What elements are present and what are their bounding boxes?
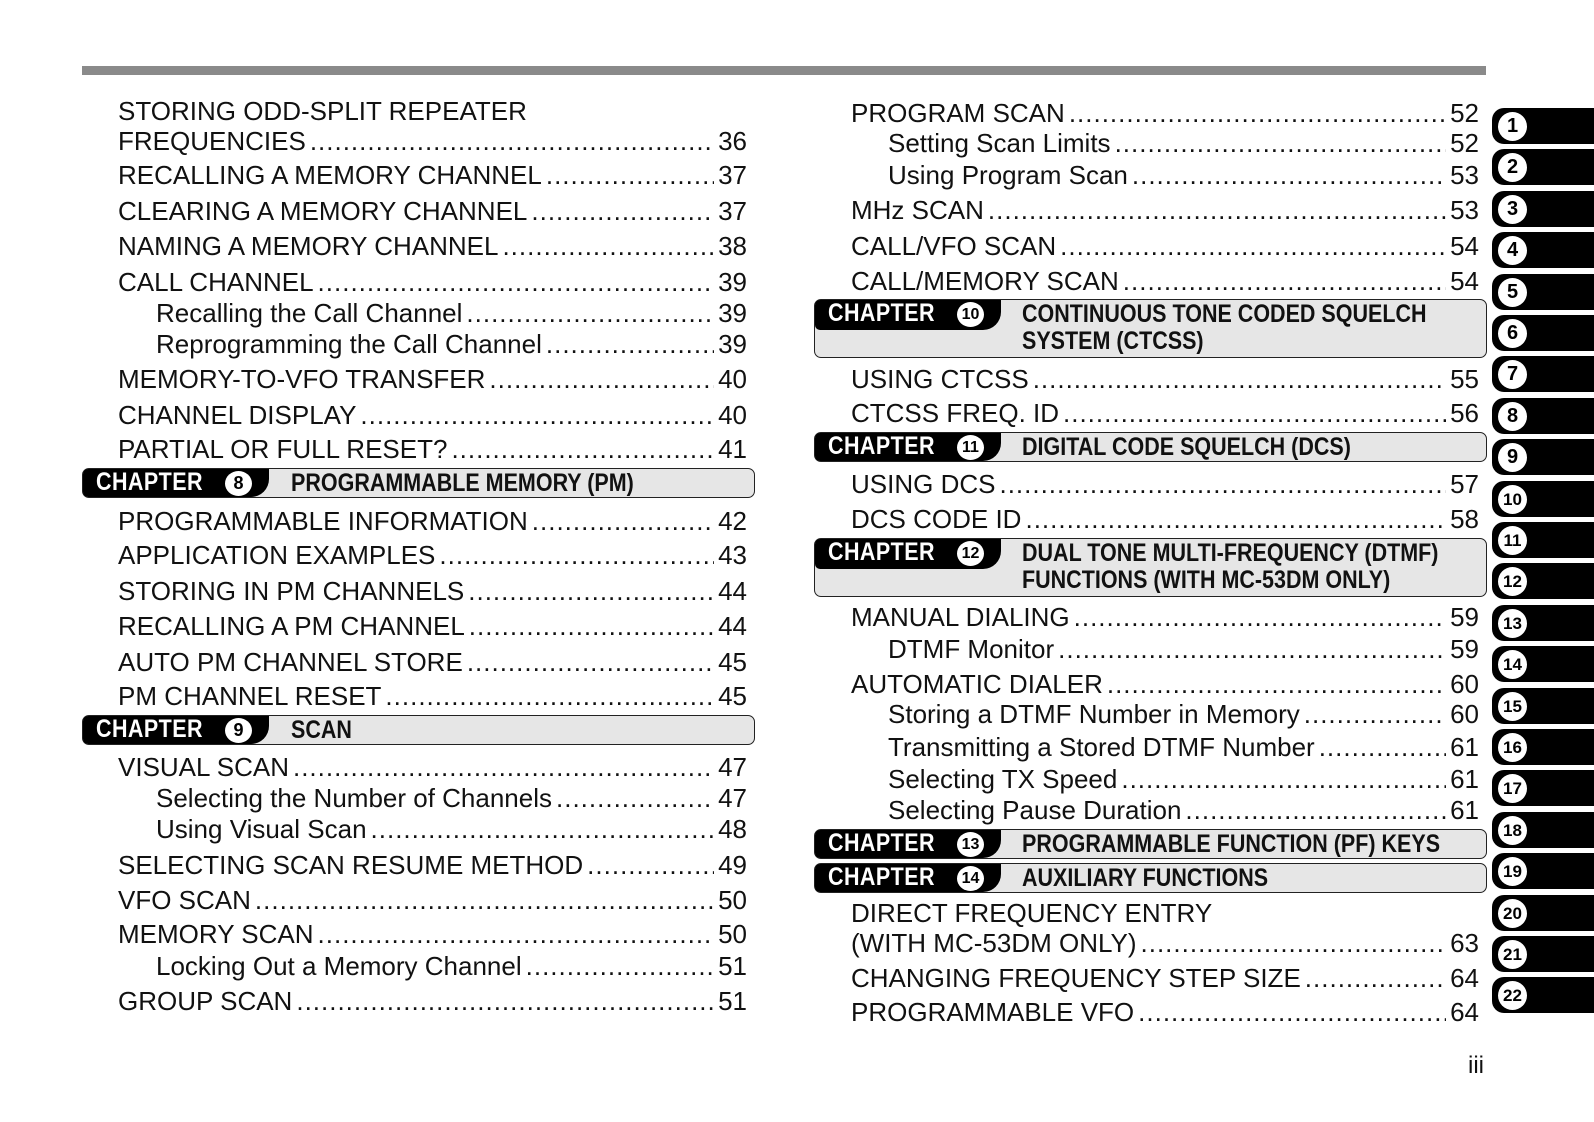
toc-subentry[interactable]: Selecting the Number of Channels ..... 47 — [156, 781, 747, 813]
page-number: 55 — [1450, 364, 1479, 394]
toc-subentry[interactable]: Transmitting a Stored DTMF Number ..... 61 — [888, 730, 1479, 762]
page-number: 45 — [718, 681, 747, 711]
toc-entry[interactable]: PM CHANNEL RESET ..... 45 — [118, 679, 747, 711]
page-number: 37 — [718, 160, 747, 190]
page-number: 57 — [1450, 469, 1479, 499]
chapter-tab-number: 13 — [1498, 609, 1527, 638]
chapter-tab-7[interactable] — [1492, 356, 1594, 392]
chapter-tab-number: 19 — [1498, 857, 1527, 886]
toc-entry[interactable]: RECALLING A PM CHANNEL ..... 44 — [118, 609, 747, 641]
toc-entry[interactable]: CALL/MEMORY SCAN ..... 54 — [851, 264, 1479, 296]
toc-entry[interactable]: NAMING A MEMORY CHANNEL ..... 38 — [118, 229, 747, 261]
chapter-tab-16[interactable] — [1492, 729, 1594, 765]
chapter-title-line2: FUNCTIONS (WITH MC-53DM ONLY) — [1022, 566, 1391, 594]
chapter-tab-4[interactable] — [1492, 232, 1594, 268]
chapter-number-badge: 8 — [225, 471, 252, 496]
chapter-tab-8[interactable] — [1492, 398, 1594, 434]
chapter-heading-14[interactable]: CHAPTER 14 AUXILIARY FUNCTIONS — [814, 863, 1487, 893]
toc-entry[interactable]: APPLICATION EXAMPLES ..... 43 — [118, 538, 747, 570]
chapter-number-badge: 9 — [225, 718, 252, 743]
toc-entry[interactable]: CALL CHANNEL ..... 39 — [118, 265, 747, 297]
page-number: 50 — [718, 885, 747, 915]
chapter-number-badge: 11 — [957, 435, 984, 460]
page-number: 64 — [1450, 963, 1479, 993]
chapter-title: AUXILIARY FUNCTIONS — [1022, 864, 1269, 892]
page-number: 60 — [1450, 699, 1479, 729]
chapter-tab-number: 9 — [1498, 443, 1527, 472]
chapter-tab-10[interactable] — [1492, 481, 1594, 517]
page-number: 43 — [718, 540, 747, 570]
chapter-tab-number: 6 — [1498, 319, 1527, 348]
toc-entry[interactable]: PARTIAL OR FULL RESET? ..... 41 — [118, 432, 747, 464]
toc-entry[interactable]: CLEARING A MEMORY CHANNEL ..... 37 — [118, 194, 747, 226]
chapter-tab-5[interactable] — [1492, 274, 1594, 310]
chapter-number-badge: 14 — [957, 866, 984, 891]
toc-entry[interactable]: VISUAL SCAN ..... 47 — [118, 750, 747, 782]
page-number: 38 — [718, 231, 747, 261]
chapter-tab-number: 3 — [1498, 195, 1527, 224]
chapter-tab-13[interactable] — [1492, 605, 1594, 641]
page-number: 41 — [718, 434, 747, 464]
toc-entry[interactable]: CHANGING FREQUENCY STEP SIZE ..... 64 — [851, 961, 1479, 993]
toc-subentry[interactable]: DTMF Monitor ..... 59 — [888, 632, 1479, 664]
chapter-tab-number: 16 — [1498, 733, 1527, 762]
toc-subentry[interactable]: Selecting Pause Duration ..... 61 — [888, 793, 1479, 825]
page-number: 61 — [1450, 795, 1479, 825]
chapter-tab-number: 5 — [1498, 278, 1527, 307]
toc-entry[interactable]: CTCSS FREQ. ID ..... 56 — [851, 396, 1479, 428]
page-number: 56 — [1450, 398, 1479, 428]
chapter-title-line2: SYSTEM (CTCSS) — [1022, 327, 1204, 355]
chapter-heading-13[interactable]: CHAPTER 13 PROGRAMMABLE FUNCTION (PF) KEYS — [814, 829, 1487, 859]
page-number: 59 — [1450, 602, 1479, 632]
toc-subentry[interactable]: Storing a DTMF Number in Memory ..... 60 — [888, 697, 1479, 729]
page-number: 37 — [718, 196, 747, 226]
chapter-tab-18[interactable] — [1492, 812, 1594, 848]
chapter-tab-1[interactable] — [1492, 108, 1594, 144]
toc-entry[interactable]: MEMORY-TO-VFO TRANSFER ..... 40 — [118, 362, 747, 394]
page-number: 44 — [718, 611, 747, 641]
toc-entry[interactable]: PROGRAMMABLE INFORMATION ..... 42 — [118, 504, 747, 536]
page-number: 54 — [1450, 266, 1479, 296]
page-number: 39 — [718, 298, 747, 328]
chapter-tab-number: 18 — [1498, 816, 1527, 845]
chapter-tab-number: 7 — [1498, 360, 1527, 389]
chapter-number-badge: 10 — [957, 302, 984, 327]
page-number: 53 — [1450, 160, 1479, 190]
toc-entry[interactable]: PROGRAM SCAN ..... 52 — [851, 96, 1479, 128]
chapter-tab-12[interactable] — [1492, 563, 1594, 599]
chapter-tab-number: 15 — [1498, 692, 1527, 721]
page-number: 47 — [718, 783, 747, 813]
chapter-tab-22[interactable] — [1492, 977, 1594, 1013]
toc-entry[interactable]: VFO SCAN ..... 50 — [118, 883, 747, 915]
chapter-heading-10[interactable]: CHAPTER 10 CONTINUOUS TONE CODED SQUELCH SYSTEM (CTCSS) — [814, 299, 1487, 358]
toc-entry[interactable]: GROUP SCAN ..... 51 — [118, 984, 747, 1016]
toc-entry[interactable]: CHANNEL DISPLAY ..... 40 — [118, 398, 747, 430]
chapter-title: DIGITAL CODE SQUELCH (DCS) — [1022, 433, 1351, 461]
chapter-tab-number: 20 — [1498, 899, 1527, 928]
toc-subentry[interactable]: Locking Out a Memory Channel ..... 51 — [156, 949, 747, 981]
chapter-tab-number: 22 — [1498, 981, 1527, 1010]
toc-entry[interactable]: DCS CODE ID ..... 58 — [851, 502, 1479, 534]
chapter-tab-15[interactable] — [1492, 688, 1594, 724]
chapter-heading-11[interactable]: CHAPTER 11 DIGITAL CODE SQUELCH (DCS) — [814, 432, 1487, 462]
toc-entry[interactable]: DIRECT FREQUENCY ENTRY (WITH MC-53DM ONLY) ..... 63 — [851, 926, 1479, 958]
toc-entry[interactable]: USING DCS ..... 57 — [851, 467, 1479, 499]
toc-entry[interactable]: CALL/VFO SCAN ..... 54 — [851, 229, 1479, 261]
toc-subentry[interactable]: Setting Scan Limits ..... 52 — [888, 126, 1479, 158]
toc-entry[interactable]: AUTO PM CHANNEL STORE ..... 45 — [118, 645, 747, 677]
page-folio: iii — [1468, 1052, 1484, 1079]
page-number: 39 — [718, 329, 747, 359]
toc-entry[interactable]: SELECTING SCAN RESUME METHOD ..... 49 — [118, 848, 747, 880]
page-number: 39 — [718, 267, 747, 297]
page-number: 63 — [1450, 928, 1479, 958]
toc-entry[interactable]: MHz SCAN ..... 53 — [851, 193, 1479, 225]
toc-entry[interactable]: MANUAL DIALING ..... 59 — [851, 600, 1479, 632]
page-number: 40 — [718, 364, 747, 394]
chapter-tab-number: 8 — [1498, 402, 1527, 431]
page-number: 61 — [1450, 764, 1479, 794]
page-number: 45 — [718, 647, 747, 677]
chapter-title: SCAN — [291, 716, 352, 744]
chapter-tab-number: 10 — [1498, 485, 1527, 514]
page-number: 52 — [1450, 98, 1479, 128]
chapter-tab-11[interactable] — [1492, 522, 1594, 558]
toc-entry[interactable]: STORING ODD-SPLIT REPEATER FREQUENCIES ..... 36 — [118, 124, 747, 156]
chapter-heading-8[interactable]: CHAPTER 8 PROGRAMMABLE MEMORY (PM) — [82, 468, 755, 498]
page-number: 51 — [718, 986, 747, 1016]
chapter-heading-12[interactable]: CHAPTER 12 DUAL TONE MULTI-FREQUENCY (DTMF) FUNCTIONS (WITH MC-53DM ONLY) — [814, 538, 1487, 597]
page-number: 52 — [1450, 128, 1479, 158]
page-number: 59 — [1450, 634, 1479, 664]
chapter-tab-6[interactable] — [1492, 315, 1594, 351]
page-number: 61 — [1450, 732, 1479, 762]
chapter-number-badge: 12 — [957, 541, 984, 566]
chapter-tab-9[interactable] — [1492, 439, 1594, 475]
chapter-title: PROGRAMMABLE MEMORY (PM) — [291, 469, 634, 497]
chapter-title: DUAL TONE MULTI-FREQUENCY (DTMF) — [1022, 539, 1439, 567]
top-rule — [82, 66, 1486, 75]
toc-entry[interactable]: PROGRAMMABLE VFO ..... 64 — [851, 995, 1479, 1027]
chapter-tab-number: 14 — [1498, 650, 1527, 679]
chapter-tab-3[interactable] — [1492, 191, 1594, 227]
toc-entry[interactable]: AUTOMATIC DIALER ..... 60 — [851, 667, 1479, 699]
chapter-tab-14[interactable] — [1492, 646, 1594, 682]
chapter-tab-21[interactable] — [1492, 936, 1594, 972]
chapter-tab-20[interactable] — [1492, 895, 1594, 931]
chapter-title: CONTINUOUS TONE CODED SQUELCH — [1022, 300, 1427, 328]
toc-entry[interactable]: USING CTCSS ..... 55 — [851, 362, 1479, 394]
toc-entry[interactable]: RECALLING A MEMORY CHANNEL ..... 37 — [118, 158, 747, 190]
page-number: 42 — [718, 506, 747, 536]
chapter-tab-number: 1 — [1498, 112, 1527, 141]
page-number: 47 — [718, 752, 747, 782]
toc-entry[interactable]: MEMORY SCAN ..... 50 — [118, 917, 747, 949]
toc-subentry[interactable]: Recalling the Call Channel ..... 39 — [156, 296, 747, 328]
chapter-tab-2[interactable] — [1492, 149, 1594, 185]
chapter-tab-19[interactable] — [1492, 853, 1594, 889]
chapter-tab-17[interactable] — [1492, 770, 1594, 806]
toc-subentry[interactable]: Using Program Scan ..... 53 — [888, 158, 1479, 190]
page-number: 44 — [718, 576, 747, 606]
page-number: 53 — [1450, 195, 1479, 225]
chapter-number-badge: 13 — [957, 832, 984, 857]
toc-entry[interactable]: STORING IN PM CHANNELS ..... 44 — [118, 574, 747, 606]
toc-subentry[interactable]: Using Visual Scan ..... 48 — [156, 812, 747, 844]
page-number: 58 — [1450, 504, 1479, 534]
chapter-title: PROGRAMMABLE FUNCTION (PF) KEYS — [1022, 830, 1441, 858]
chapter-tab-number: 21 — [1498, 940, 1527, 969]
chapter-tab-number: 12 — [1498, 567, 1527, 596]
page-number: 49 — [718, 850, 747, 880]
toc-subentry[interactable]: Selecting TX Speed ..... 61 — [888, 762, 1479, 794]
page-number: 40 — [718, 400, 747, 430]
page-number: 54 — [1450, 231, 1479, 261]
chapter-tab-number: 2 — [1498, 153, 1527, 182]
chapter-tab-number: 11 — [1498, 526, 1527, 555]
page-number: 50 — [718, 919, 747, 949]
chapter-tab-number: 4 — [1498, 236, 1527, 265]
chapter-heading-9[interactable]: CHAPTER 9 SCAN — [82, 715, 755, 745]
page-number: 60 — [1450, 669, 1479, 699]
chapter-tab-number: 17 — [1498, 774, 1527, 803]
page-number: 64 — [1450, 997, 1479, 1027]
toc-subentry[interactable]: Reprogramming the Call Channel ..... 39 — [156, 327, 747, 359]
page-number: 48 — [718, 814, 747, 844]
page-number: 51 — [718, 951, 747, 981]
page-number: 36 — [718, 126, 747, 156]
